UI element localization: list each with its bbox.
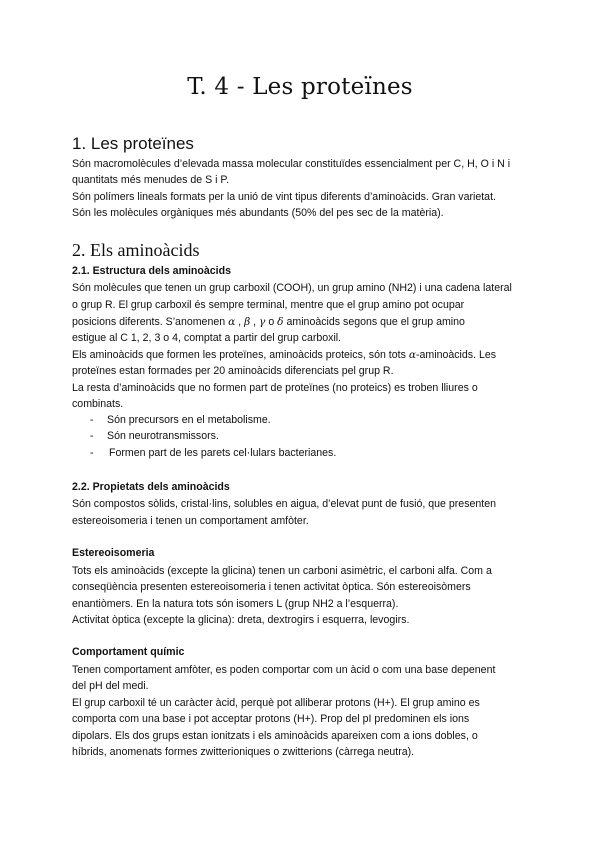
paragraph-line: enantiòmers. En la natura tots són isomers L (grup NH2 a l’esquerra).: [72, 598, 399, 610]
paragraph-line: dipolars. Els dos grups estan ionitzats i els aminoàcids apareixen com a ions dobles, o: [72, 730, 478, 742]
paragraph-line: proteïnes estan formades per 20 aminoàcids diferenciats pel grup R.: [72, 365, 394, 377]
bullet-marker: -: [90, 430, 94, 442]
paragraph-line: estigue al C 1, 2, 3 o 4, comptat a partir del grup carboxil.: [72, 332, 342, 344]
text-fragment: o: [265, 316, 278, 328]
paragraph-line: estereoisomeria i tenen un comportament amfòter.: [72, 515, 309, 527]
bullet-marker: -: [90, 414, 94, 426]
section-heading-amino-acids: 2. Els aminoàcids: [72, 240, 200, 260]
paragraph-line: Són macromolècules d’elevada massa molecular constituïdes essencialment per C, H, O i N i: [72, 158, 511, 170]
paragraph-line: Tots els aminoàcids (excepte la glicina) tenen un carboni asimètric, el carboni alfa. Com a: [72, 565, 492, 577]
paragraph-line: Són les molècules orgàniques més abundants (50% del pes sec de la matèria).: [72, 207, 444, 219]
greek-delta: δ: [277, 316, 284, 328]
list-item: Són neurotransmissors.: [107, 430, 219, 442]
paragraph-line: Són compostos sòlids, cristal·lins, solubles en aigua, d’elevat punt de fusió, que presenten: [72, 498, 496, 510]
text-fragment: ,: [250, 316, 260, 328]
paragraph-line: La resta d’aminoàcids que no formen part de proteïnes (no proteics) es troben lliures o: [72, 382, 478, 394]
paragraph-line: Tenen comportament amfòter, es poden comportar com un àcid o com una base depenent: [72, 664, 496, 676]
greek-alpha: α: [228, 316, 236, 328]
paragraph-line: Són molècules que tenen un grup carboxil (COOH), un grup amino (NH2) i una cadena lateral: [72, 282, 512, 294]
heading-stereoisomerism: Estereoisomeria: [72, 547, 155, 559]
paragraph-line: combinats.: [72, 398, 124, 410]
paragraph-line: Són polímers lineals formats per la unió de vint tipus diferents d’aminoàcids. Gran varietat.: [72, 191, 496, 203]
text-fragment: -aminoàcids. Les: [415, 349, 497, 361]
paragraph-line: conseqüència presenten estereoisomeria i tenen activitat òptica. Són estereoisòmers: [72, 581, 471, 593]
text-fragment: Els aminoàcids que formen les proteïnes, aminoàcids proteics, són tots: [72, 349, 409, 361]
heading-chemical-behaviour: Comportament químic: [72, 646, 185, 658]
list-item: Formen part de les parets cel·lulars bacterianes.: [109, 447, 337, 459]
paragraph-line: del pH del medi.: [72, 680, 149, 692]
section-heading-proteins: 1. Les proteïnes: [72, 134, 194, 153]
paragraph-line-greek: [72, 315, 465, 329]
list-item: Són precursors en el metabolisme.: [107, 414, 271, 426]
paragraph-line-alpha: [72, 348, 496, 362]
page-title: T. 4 - Les proteïnes: [187, 74, 413, 100]
bullet-marker: -: [90, 447, 94, 459]
paragraph-line: quantitats més menudes de S i P.: [72, 174, 230, 186]
subsection-heading-structure: 2.1. Estructura dels aminoàcids: [72, 265, 231, 277]
text-fragment: posicions diferents. S’anomenen: [72, 316, 229, 328]
paragraph-line: comporta com una base i pot acceptar protons (H+). Prop del pI predominen els ions: [72, 713, 470, 725]
greek-alpha: α: [408, 349, 416, 361]
subsection-heading-properties: 2.2. Propietats dels aminoàcids: [72, 481, 230, 493]
paragraph-line: híbrids, anomenats formes zwitterioniques o zwitterions (càrrega neutra).: [72, 746, 415, 758]
text-fragment: ,: [235, 316, 245, 328]
paragraph-line: Activitat òptica (excepte la glicina): dreta, dextrogirs i esquerra, levogirs.: [72, 614, 410, 626]
paragraph-line: o grup R. El grup carboxil és sempre terminal, mentre que el grup amino pot ocupar: [72, 299, 465, 311]
text-fragment: aminoàcids segons que el grup amino: [283, 316, 465, 328]
greek-gamma: γ: [259, 316, 266, 328]
paragraph-line: El grup carboxil té un caràcter àcid, perquè pot alliberar protons (H+). El grup amino es: [72, 697, 480, 709]
greek-beta: β: [244, 316, 251, 328]
